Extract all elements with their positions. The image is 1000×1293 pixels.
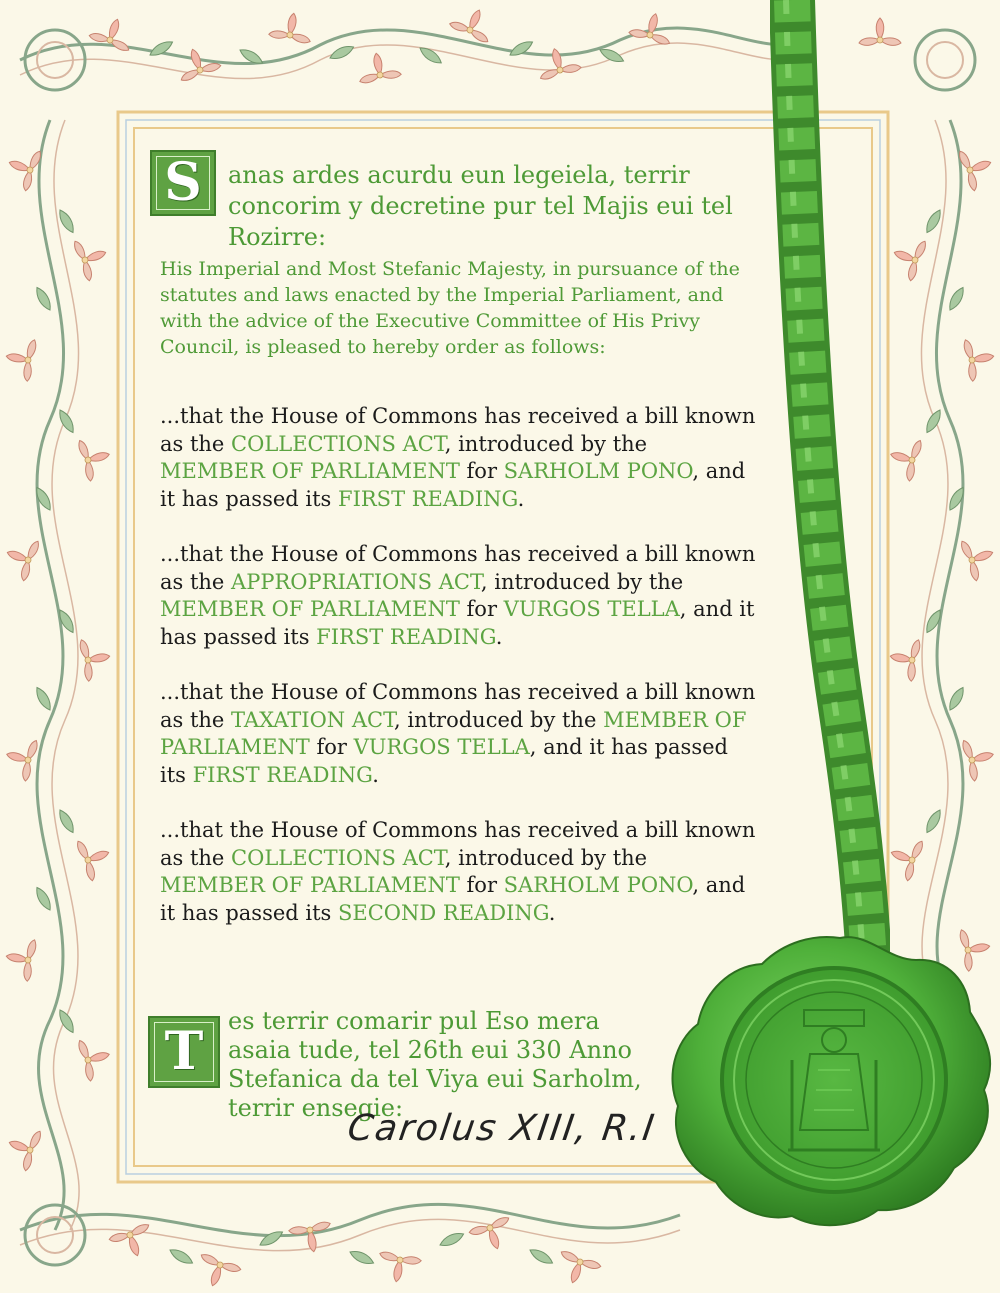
clause-text: , introduced by the (480, 569, 684, 594)
constituency: SARHOLM PONO (503, 873, 693, 897)
green-cord-icon (770, 0, 890, 980)
clause-2 (160, 541, 756, 651)
clause-4 (160, 817, 756, 927)
reading-stage: FIRST READING (192, 762, 373, 787)
clause-text: for (459, 597, 504, 621)
clause-3 (160, 679, 756, 789)
act-name: COLLECTIONS ACT (231, 431, 445, 456)
clause-text: , introduced by the (394, 707, 604, 732)
member-title: MEMBER OF PARLIAMENT (160, 707, 747, 759)
clause-end: . (548, 900, 556, 925)
clause-text: , and it has passed its (160, 735, 728, 787)
clause-end: . (372, 762, 379, 787)
act-name: APPROPRIATIONS ACT (231, 569, 481, 594)
clause-lead: ...that the House of Commons has received a bill known as the (160, 404, 756, 456)
constituency: SARHOLM PONO (503, 459, 693, 483)
clause-text: , and it has passed its (160, 597, 755, 649)
intro-text: anas ardes acurdu eun legeiela, terrir concorim y decretine pur tel Majis eui tel Rozirre: (228, 161, 733, 251)
member-title: MEMBER OF PARLIAMENT (160, 873, 460, 897)
clause-text: for (459, 873, 504, 897)
clause-text: , introduced by the (444, 431, 648, 456)
clause-lead: ...that the House of Commons has received a bill known as the (160, 680, 756, 732)
clause-text: , introduced by the (444, 845, 648, 870)
royal-signature: Carolus XIII, R.I (345, 1108, 659, 1149)
dropcap-s-letter: S (164, 152, 202, 213)
clause-text: , and it has passed its (160, 459, 746, 511)
closing-text: es terrir comarir pul Eso mera asaia tude, tel 26th eui 330 Anno Stefanica da tel Viya eui Sarholm, terrir ensegie: (228, 1007, 642, 1122)
member-title: MEMBER OF PARLIAMENT (160, 597, 460, 621)
act-name: TAXATION ACT (231, 707, 395, 732)
clause-text: for (459, 459, 504, 483)
reading-stage: FIRST READING (316, 624, 496, 649)
dropcap-t-icon (148, 1016, 220, 1088)
reading-stage: FIRST READING (338, 486, 518, 511)
clause-text: for (309, 735, 354, 759)
reading-stage: SECOND READING (338, 900, 549, 925)
dropcap-t-letter: T (164, 1021, 204, 1082)
preamble-text: His Imperial and Most Stefanic Majesty, in pursuance of the statutes and laws enacted by the Imperial Parliament, and with the advice of the Executive Committee of His Privy Council, is pleased to hereby order as follows: (160, 258, 740, 358)
wax-seal-icon (668, 930, 1000, 1230)
clause-end: . (495, 624, 503, 649)
dropcap-s-icon (150, 150, 216, 216)
act-name: COLLECTIONS ACT (231, 845, 445, 870)
constituency: VURGOS TELLA (353, 735, 530, 759)
member-title: MEMBER OF PARLIAMENT (160, 459, 460, 483)
clause-end: . (517, 486, 525, 511)
clause-lead: ...that the House of Commons has received a bill known as the (160, 542, 756, 594)
clause-1 (160, 403, 756, 513)
clause-text: , and it has passed its (160, 873, 746, 925)
clause-lead: ...that the House of Commons has received a bill known as the (160, 818, 756, 870)
constituency: VURGOS TELLA (503, 597, 680, 621)
